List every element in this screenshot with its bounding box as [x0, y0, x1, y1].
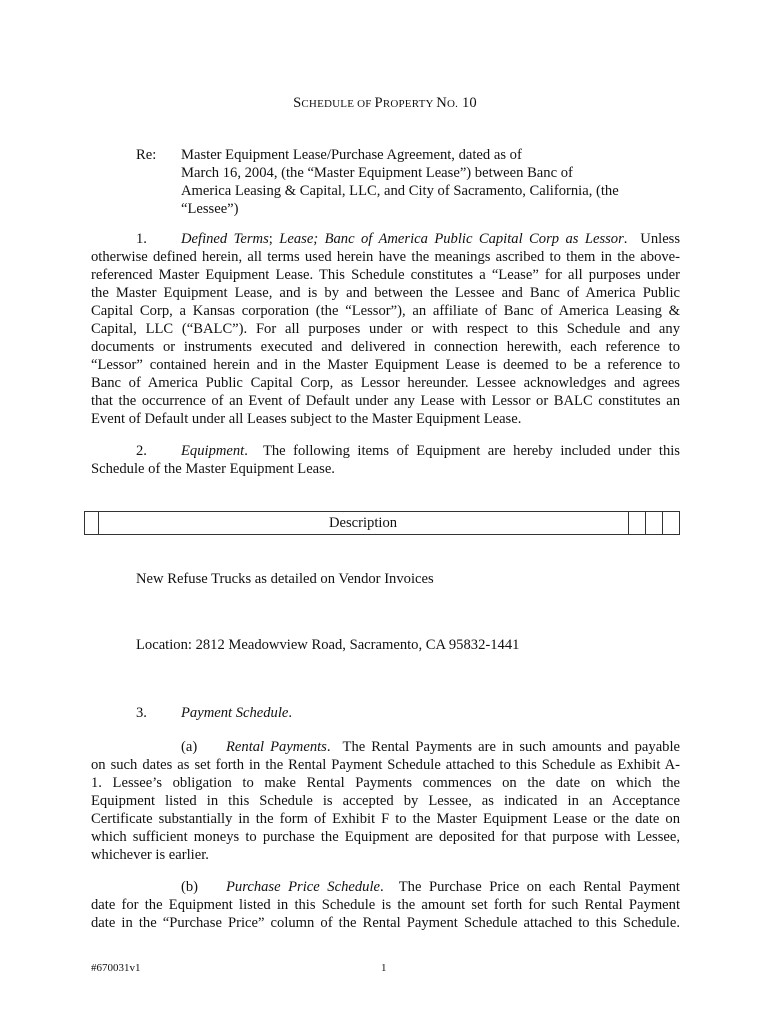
paragraph-line: referenced Master Equipment Lease. This Schedule constitutes a “Lease” for all purposes under — [91, 267, 680, 283]
re-line: Master Equipment Lease/Purchase Agreement, dated as of — [181, 147, 522, 163]
paragraph-line: Banc of America Public Capital Corp, as Lessor hereunder. Lessee acknowledges and agrees — [91, 375, 680, 391]
paragraph-line: Schedule of the Master Equipment Lease. — [91, 461, 335, 477]
title-part: ROPERTY — [382, 98, 437, 110]
section-number: 1. — [136, 231, 147, 247]
paragraph-line: whichever is earlier. — [91, 847, 209, 863]
section-heading: Payment Schedule — [181, 705, 289, 721]
section-number: 2. — [136, 443, 147, 459]
table-divider — [628, 512, 629, 534]
title-initial: P — [374, 95, 383, 111]
section-2-equipment — [91, 442, 680, 478]
section-heading: Equipment — [181, 443, 245, 459]
re-line: “Lessee”) — [181, 201, 239, 217]
re-line: America Leasing & Capital, LLC, and City of Sacramento, California, (the — [181, 183, 619, 199]
section-number: 3. — [136, 705, 147, 721]
table-header-description: Description — [328, 515, 398, 531]
subsection-label: (a) — [181, 739, 198, 755]
title-initial: S — [293, 95, 302, 111]
equipment-item: New Refuse Trucks as detailed on Vendor Invoices — [136, 571, 434, 587]
paragraph-line — [91, 230, 680, 248]
paragraph-line: 2. Equipment. The following items of Equipment are hereby included under this — [136, 443, 680, 459]
paragraph-line: (a) Rental Payments. The Rental Payments are in such amounts and payable — [181, 739, 681, 755]
paragraph-text: Unless — [640, 231, 681, 247]
paragraph-line: documents or instruments executed and delivered in connection herewith, each reference to — [91, 339, 680, 355]
equipment-location: Location: 2812 Meadowview Road, Sacramento, CA 95832-1441 — [136, 637, 520, 653]
re-line: March 16, 2004, (the “Master Equipment Lease”) between Banc of — [181, 165, 573, 181]
paragraph-line: date for the Equipment listed in this Schedule is the amount set forth for such Rental Payment — [91, 897, 680, 913]
section-heading: Defined Terms — [181, 231, 269, 247]
heading-separator: ; — [268, 231, 280, 247]
paragraph-line: “Lessor” contained herein and in the Master Equipment Lease is deemed to be a reference to — [91, 357, 680, 373]
section-3-heading: 3. Payment Schedule. — [136, 705, 293, 721]
paragraph-line: otherwise defined herein, all terms used herein have the meanings ascribed to them in the above- — [91, 249, 680, 265]
re-label: Re: — [136, 147, 157, 163]
paragraph-text: The Purchase Price on each Rental Payment — [398, 879, 680, 895]
subsection-heading: Purchase Price Schedule — [226, 879, 380, 895]
paragraph-line: Equipment listed in this Schedule is accepted by Lessee, as indicated in an Acceptance — [91, 793, 680, 809]
page-number: 1 — [381, 962, 387, 974]
heading-end: . — [623, 231, 628, 247]
title-initial: N — [436, 95, 447, 111]
paragraph-line: date in the “Purchase Price” column of the Rental Payment Schedule attached to this Schedule. — [91, 915, 680, 931]
paragraph-line: Event of Default under all Leases subject to the Master Equipment Lease. — [91, 411, 522, 427]
document-title — [0, 95, 770, 112]
subsection-heading: Rental Payments — [226, 739, 327, 755]
schedule-number: 10 — [461, 95, 477, 111]
document-id: #670031v1 — [91, 962, 141, 974]
section-heading: Lease; Banc of America Public Capital Corp as Lessor — [279, 231, 624, 247]
paragraph-line: Certificate substantially in the form of Exhibit F to the Master Equipment Lease or the date on — [91, 811, 680, 827]
paragraph-line: on such dates as set forth in the Rental Payment Schedule attached to this Schedule as Exhibit A- — [91, 757, 680, 773]
section-3b-purchase-price-schedule — [91, 878, 680, 932]
paragraph-text: The Rental Payments are in such amounts and payable — [342, 739, 681, 755]
section-1-defined-terms — [91, 230, 680, 428]
paragraph-text: The following items of Equipment are hereby included under this — [262, 443, 680, 459]
paragraph-line: that the occurrence of an Event of Default under any Lease with Lessor or BALC constitutes an — [91, 393, 680, 409]
paragraph-line: Capital Corp, a Kansas corporation (the “Lessor”), an affiliate of Banc of America Leasing & — [91, 303, 680, 319]
description-table-header — [84, 511, 680, 535]
section-3a-rental-payments — [91, 738, 680, 864]
paragraph-line: which sufficient moneys to purchase the Equipment are deposited for that purpose with Lessee, — [91, 829, 680, 845]
title-part: O. — [446, 98, 459, 110]
subsection-label: (b) — [181, 879, 199, 895]
table-divider — [645, 512, 646, 534]
title-part: CHEDULE OF — [301, 98, 375, 110]
re-lines — [181, 146, 681, 218]
paragraph-line: (b) Purchase Price Schedule. The Purchase Price on each Rental Payment — [181, 879, 680, 895]
paragraph-line: the Master Equipment Lease, and is by and between the Lessee and Banc of America Public — [91, 285, 680, 301]
paragraph-line: 1. Lessee’s obligation to make Rental Payments commences on the date on which the — [91, 775, 680, 791]
paragraph-line: Capital, LLC (“BALC”). For all purposes under or with respect to this Schedule and any — [91, 321, 680, 337]
table-divider — [662, 512, 663, 534]
